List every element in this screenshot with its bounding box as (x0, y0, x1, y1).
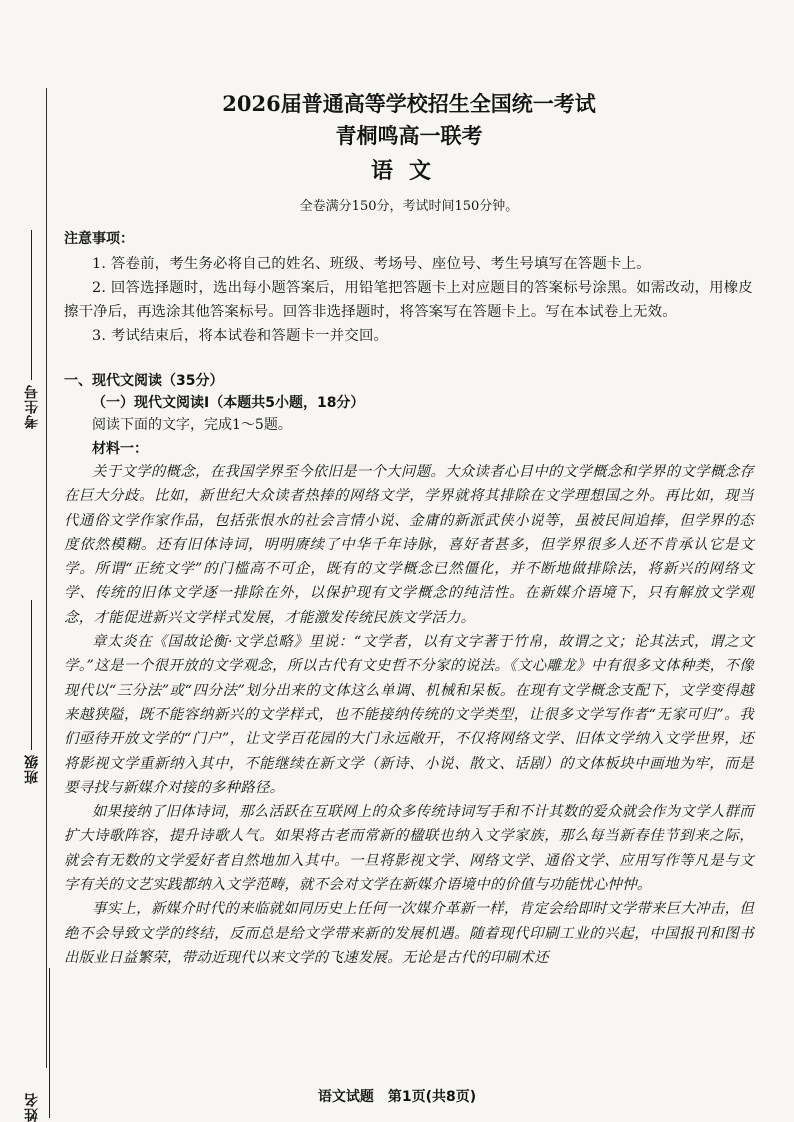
passage-paragraph: 章太炎在《国故论衡·文学总略》里说：“文学者，以有文字著于竹帛，故谓之文；论其法式，谓之文学。”这是一个很开放的文学观念，所以古代有文史哲不分家的说法。《文心雕龙》中有很多文体种类，不像现代以“三分法”或“四分法”划分出来的文体这么单调、机械和呆板。在现有文学概念支配下，文学变得越来越狭隘，既不能容纳新兴的文学样式，也不能接纳传统的文学类型，让很多文学写作者“无家可归”。我们亟待开放文学的“门户”，让文学百花园的大门永远敞开，不仅将网络文学、旧体文学纳入文学世界，还将影视文学重新纳入其中，不能继续在新文学（新诗、小说、散文、话剧）的文体板块中画地为牢，而是要寻找与新媒介对接的多种路径。 (64, 634, 754, 796)
notice-item: 3. 考试结束后，将本试卷和答题卡一并交回。 (92, 328, 389, 344)
candidate-number-label: 考生号 (24, 384, 40, 429)
notice-block (64, 228, 754, 348)
notice-item: 2. 回答选择题时，选出每小题答案后，用铅笔把答题卡上对应题目的答案标号涂黑。如需改动，用橡皮擦干净后，再选涂其他答案标号。回答非选择题时，将答案写在答题卡上。写在本试卷上无效。 (64, 280, 753, 320)
class-field[interactable] (22, 600, 44, 784)
passage-paragraph: 关于文学的概念，在我国学界至今依旧是一个大问题。大众读者心目中的文学概念和学界的文学概念存在巨大分歧。比如，新世纪大众读者热捧的网络文学，学界就将其排除在文学理想国之外。再比如，现当代通俗文学作家作品，包括张恨水的社会言情小说、金庸的新派武侠小说等，虽被民间追捧，但学界的态度依然模糊。还有旧体诗词，明明赓续了中华千年诗脉，喜好者甚多，但学界很多人还不肯承认它是文学。所谓“正统文学”的门槛高不可企，既有的文学概念已然僵化，并不断地做排除法，将新兴的网络文学、传统的旧体文学逐一排除在外，以保护现有文学概念的纯洁性。在新媒介语境下，只有解放文学观念，才能促进新兴文学样式发展，才能激发传统民族文学活力。 (64, 464, 754, 626)
passage-paragraph: 事实上，新媒介时代的来临就如同历史上任何一次媒介革新一样，肯定会给即时文学带来巨大冲击，但绝不会导致文学的终结，反而总是给文学带来新的发展机遇。随着现代印刷工业的兴起，中国报刊和图书出版业日益繁荣，带动近现代以来文学的飞速发展。无论是古代的印刷术还 (64, 901, 754, 966)
candidate-number-field[interactable] (22, 230, 44, 429)
notice-item: 1. 答卷前，考生务必将自己的姓名、班级、考场号、座位号、考生号填写在答题卡上。 (92, 256, 651, 272)
class-blank[interactable] (32, 600, 33, 750)
subject-title: 语文 (370, 158, 447, 184)
binding-line (46, 88, 47, 1068)
binding-margin (0, 0, 60, 1122)
material-label: 材料一： (92, 441, 148, 457)
subsection-heading: （一）现代文阅读Ⅰ（本题共5小题，18分） (92, 395, 365, 411)
notice-heading: 注意事项： (64, 231, 134, 247)
candidate-number-blank[interactable] (32, 230, 33, 380)
exam-subtitle: 青桐鸣高一联考 (335, 123, 483, 148)
passage-paragraph: 如果接纳了旧体诗词，那么活跃在互联网上的众多传统诗词写手和不计其数的爱众就会作为文学人群而扩大诗歌阵容，提升诗歌人气。如果将古老而常新的楹联也纳入文学家族，那么每当新春佳节到来之际，就会有无数的文学爱好者自然地加入其中。一旦将影视文学、网络文学、通俗文学、应用写作等凡是与文字有关的文艺实践都纳入文学范畴，就不会对文学在新媒介语境中的价值与功能忧心忡忡。 (64, 804, 754, 894)
page-footer: 语文试题 第1页(共8页) (317, 1089, 477, 1105)
reading-section (64, 370, 754, 970)
exam-title: 2026届普通高等学校招生全国统一考试 (222, 91, 596, 116)
exam-page-content (64, 80, 754, 970)
score-time-line: 全卷满分150分，考试时间150分钟。 (299, 199, 519, 214)
class-label: 班级 (24, 754, 40, 784)
reading-instruction: 阅读下面的文字，完成1～5题。 (92, 417, 292, 433)
section-heading: 一、现代文阅读（35分） (64, 373, 224, 389)
name-label: 姓名 (24, 1092, 40, 1122)
